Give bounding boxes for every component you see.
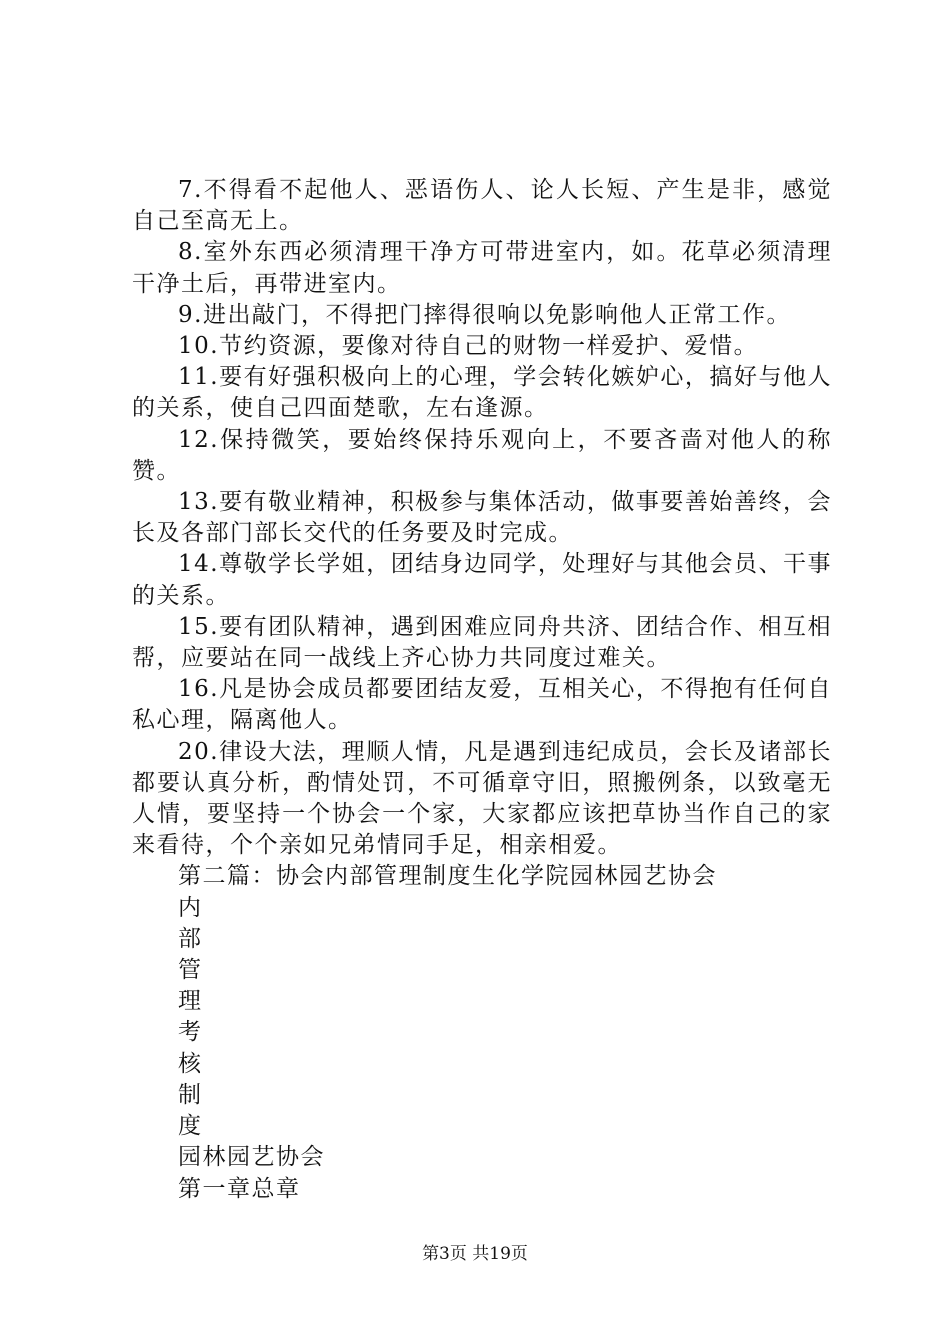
vertical-char: 度 — [178, 1113, 203, 1140]
rule-paragraph-8: 8.室外东西必须清理干净方可带进室内，如。花草必须清理干净土后，再带进室内。 — [132, 239, 832, 297]
rule-paragraph-10: 10.节约资源，要像对待自己的财物一样爱护、爱惜。 — [178, 333, 759, 360]
chapter-title: 第一章总章 — [178, 1175, 301, 1202]
rule-paragraph-7: 7.不得看不起他人、恶语伤人、论人长短、产生是非，感觉自己至高无上。 — [132, 177, 832, 235]
vertical-char: 内 — [178, 894, 203, 921]
section-heading: 第二篇：协会内部管理制度生化学院园林园艺协会 — [178, 863, 717, 890]
vertical-char: 核 — [178, 1050, 203, 1077]
rule-paragraph-14: 14.尊敬学长学姐，团结身边同学，处理好与其他会员、干事的关系。 — [132, 551, 832, 609]
rule-paragraph-13: 13.要有敬业精神，积极参与集体活动，做事要善始善终，会长及各部门部长交代的任务要及时完成。 — [132, 489, 832, 547]
rule-paragraph-15: 15.要有团队精神，遇到困难应同舟共济、团结合作、相互相帮，应要站在同一战线上齐心协力共同度过难关。 — [132, 613, 832, 672]
vertical-char: 考 — [178, 1019, 203, 1046]
document-body — [132, 175, 832, 1205]
rule-paragraph-9: 9.进出敲门，不得把门摔得很响以免影响他人正常工作。 — [178, 301, 791, 328]
rule-paragraph-12: 12.保持微笑，要始终保持乐观向上，不要吝啬对他人的称赞。 — [132, 426, 832, 484]
vertical-char: 理 — [178, 988, 203, 1015]
org-name: 园林园艺协会 — [178, 1144, 325, 1171]
rule-paragraph-20: 20.律设大法，理顺人情，凡是遇到违纪成员，会长及诸部长都要认真分析，酌情处罚，不可循章守旧，照搬例条，以致毫无人情，要坚持一个协会一个家，大家都应该把草协当作自己的家来看待，个个亲如兄弟情同手足，相亲相爱。 — [132, 738, 832, 859]
rule-paragraph-16: 16.凡是协会成员都要团结友爱，互相关心，不得抱有任何自私心理，隔离他人。 — [132, 676, 832, 734]
vertical-char: 制 — [178, 1081, 203, 1108]
vertical-char: 管 — [178, 957, 203, 984]
rule-paragraph-11: 11.要有好强积极向上的心理，学会转化嫉妒心，搞好与他人的关系，使自己四面楚歌，左右逢源。 — [132, 364, 832, 422]
page-footer: 第3页 共19页 — [422, 1244, 528, 1264]
vertical-char: 部 — [178, 925, 203, 952]
